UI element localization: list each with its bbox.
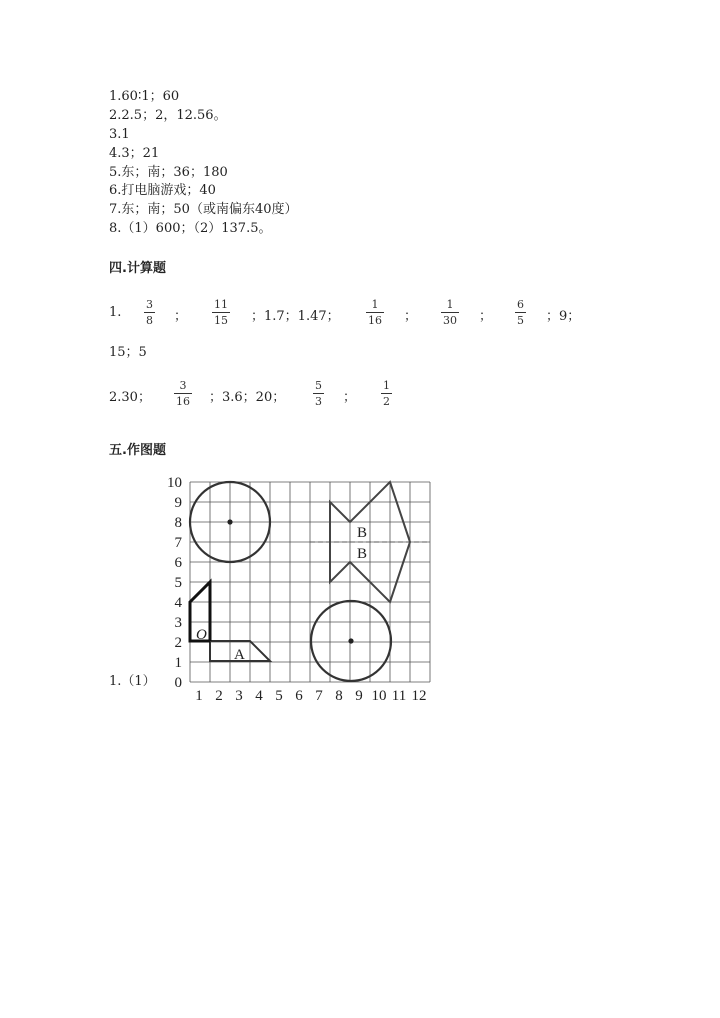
section-5-title: 五.作图题	[109, 443, 166, 458]
fraction-1-16	[366, 299, 384, 327]
fraction-11-15	[212, 299, 230, 327]
y-tick-label: 3	[174, 615, 182, 631]
circle-center-dot	[348, 638, 353, 643]
x-tick-label: 7	[315, 688, 323, 704]
fraction-denominator: 30	[443, 314, 457, 327]
calc-1-separator: ；	[404, 309, 418, 324]
fraction-bar	[174, 393, 192, 394]
y-tick-label: 4	[174, 595, 182, 611]
x-tick-label: 4	[255, 688, 263, 704]
fraction-numerator: 1	[383, 379, 390, 392]
y-tick-label: 7	[174, 535, 182, 551]
fraction-denominator: 5	[517, 314, 524, 327]
fraction-3-16	[174, 380, 192, 408]
shape-b-reflected-label: B	[357, 546, 368, 562]
fraction-bar	[441, 312, 459, 313]
x-tick-label: 12	[411, 688, 427, 704]
fraction-numerator: 11	[214, 298, 228, 311]
calc-2-prefix: 2.30；	[109, 390, 151, 405]
fraction-numerator: 3	[146, 298, 153, 311]
shape-a-label: A	[234, 647, 245, 663]
answer-line-4: 4.3；21	[109, 146, 160, 161]
calc-2-separator: ；	[343, 390, 357, 405]
fraction-6-5	[515, 299, 526, 327]
answer-line-7: 7.东；南；50（或南偏东40度）	[109, 202, 298, 217]
calc-1-prefix: 1.	[109, 305, 122, 320]
y-tick-label: 6	[174, 555, 182, 571]
fraction-bar	[144, 312, 155, 313]
x-tick-label: 6	[295, 688, 303, 704]
fraction-numerator: 6	[517, 298, 524, 311]
fraction-5-3	[313, 380, 324, 408]
fraction-bar	[212, 312, 230, 313]
fraction-1-2	[381, 380, 392, 408]
y-tick-label: 9	[174, 495, 182, 511]
answer-line-6: 6.打电脑游戏；40	[109, 183, 216, 198]
answer-line-3: 3.1	[109, 127, 130, 142]
calc-1-separator: ；	[479, 309, 493, 324]
fraction-3-8	[144, 299, 155, 327]
drawing-grid-figure	[160, 477, 445, 707]
x-tick-label: 11	[391, 688, 407, 704]
fraction-numerator: 3	[179, 379, 187, 392]
calc-1-continuation: 15；5	[109, 345, 147, 360]
x-tick-label: 5	[275, 688, 283, 704]
fraction-denominator: 8	[146, 314, 153, 327]
x-tick-label: 3	[235, 688, 243, 704]
fraction-bar	[366, 312, 384, 313]
point-o-label: O	[196, 627, 207, 643]
answer-line-5: 5.东；南；36；180	[109, 165, 228, 180]
circle-center-dot	[227, 519, 232, 524]
x-axis-labels	[195, 688, 426, 704]
x-tick-label: 2	[215, 688, 223, 704]
grid-lines	[190, 482, 430, 682]
fraction-denominator: 16	[368, 314, 382, 327]
x-tick-label: 10	[371, 688, 387, 704]
fraction-denominator: 3	[315, 395, 322, 408]
y-tick-label: 2	[174, 635, 182, 651]
calc-1-separator: ；	[174, 309, 188, 324]
calc-1-values: ；1.7；1.47；	[251, 309, 340, 324]
y-tick-label: 1	[174, 655, 182, 671]
fraction-1-30	[441, 299, 459, 327]
x-tick-label: 1	[195, 688, 203, 704]
y-axis-labels	[167, 477, 183, 691]
answer-line-8: 8.（1）600；（2）137.5。	[109, 221, 272, 236]
fraction-denominator: 16	[176, 395, 190, 408]
y-tick-label: 10	[167, 477, 182, 491]
calc-2-values: ；3.6；20；	[209, 390, 286, 405]
y-tick-label: 5	[174, 575, 182, 591]
answer-line-2: 2.2.5；2，12.56。	[109, 108, 227, 123]
x-tick-label: 8	[335, 688, 343, 704]
y-tick-label: 8	[174, 515, 182, 531]
fraction-denominator: 2	[383, 395, 390, 408]
fraction-numerator: 5	[315, 379, 322, 392]
fraction-bar	[313, 393, 324, 394]
drawing-item-label: 1.（1）	[109, 674, 156, 689]
fraction-bar	[515, 312, 526, 313]
calc-1-values-tail: ；9；	[546, 309, 581, 324]
shape-b-label: B	[357, 525, 368, 541]
fraction-numerator: 1	[371, 298, 379, 311]
fraction-bar	[381, 393, 392, 394]
section-4-title: 四.计算题	[109, 261, 166, 276]
answer-line-1: 1.60∶1；60	[109, 89, 180, 104]
fraction-numerator: 1	[446, 298, 454, 311]
fraction-denominator: 15	[214, 314, 228, 327]
x-tick-label: 9	[355, 688, 363, 704]
y-tick-label: 0	[174, 675, 182, 691]
